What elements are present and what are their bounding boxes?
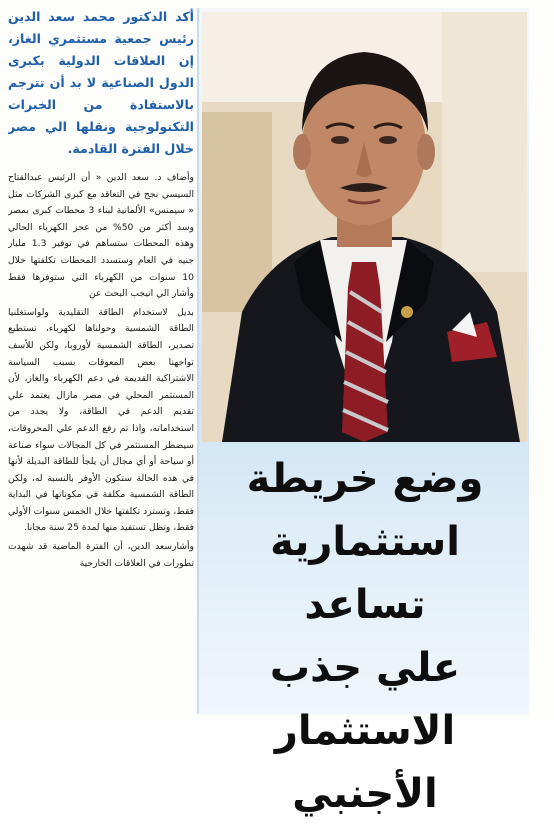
article-lead: أكد الدكتور محمد سعد الدين رئيس جمعية مستثمري الغاز، إن العلاقات الدولية بكبرى الدول الصناعية لا بد أن تترجم بالاستفادة من الخبرات التكنولوجية ونقلها الي مصر خلال الفترة القادمة. xyxy=(8,9,194,156)
headline-line: استثمارية تساعد xyxy=(270,519,460,628)
article-paragraph: بديل لاستخدام الطاقة التقليدية ولواستغلنيا الطاقة الشمسية وحولناها لكهرباء، نستطيع تصدير، الطاقة الشمسية لأوروبا، ولكن للأسف تواجهنا بعض المعوقات بسبب السياسة الاشتراكية القديمة في دعم الكهرباء والغاز، لأن المستثمر المحلي في مصر مازال يعتمد علي تقديم الدعم في الطاقة، ولا يجدد من استخداماته، واذا تم رفع الدعم علي المحروقات، سيضطر المستثمر في كل المجالات سواء صناعة أو سياحة أو أي مجال أن يلجأ للطاقة البديلة لأنها في هذه الحالة ستكون الأوفر بالنسبة له، ولكن الطاقة الشمسية مكلفة في مكوناتها في البداية فقط، وتسترد تكلفتها خلال الخمس سنوات الأولي فقط، وتظل تستفيد منها لمدة 25 سنة مجانا. xyxy=(8,306,194,534)
headline-line: الاستثمار الأجنبي xyxy=(274,708,456,817)
headline-line: وضع خريطة xyxy=(246,456,484,502)
article-text-column xyxy=(8,6,194,714)
article-paragraph: وأشارسعد الدين، أن الفترة الماضية قد شهدت تطورات في العلاقات الخارجية xyxy=(8,541,194,569)
article-paragraph: وأضاف د. سعد الدين « أن الرئيس عبدالفتاح السيسي نجح في التعاقد مع كبرى الشركات مثل « سيمنس» الألمانية لبناء 3 محطات كبرى بمصر وسد أكثر من 50% من عجز الكهرباء الحالي وهذه المحطات ستساهم في توفير 1.3 مليار جنيه في العام وستسدد المحطات تكلفتها خلال 10 سنوات من الكهرباء التي ستوفرها فقط وأشار الي انيجب البحث عن xyxy=(8,172,194,300)
feature-headline xyxy=(205,448,525,826)
portrait-photo xyxy=(202,12,527,442)
headline-line: علي جذب xyxy=(269,645,461,691)
